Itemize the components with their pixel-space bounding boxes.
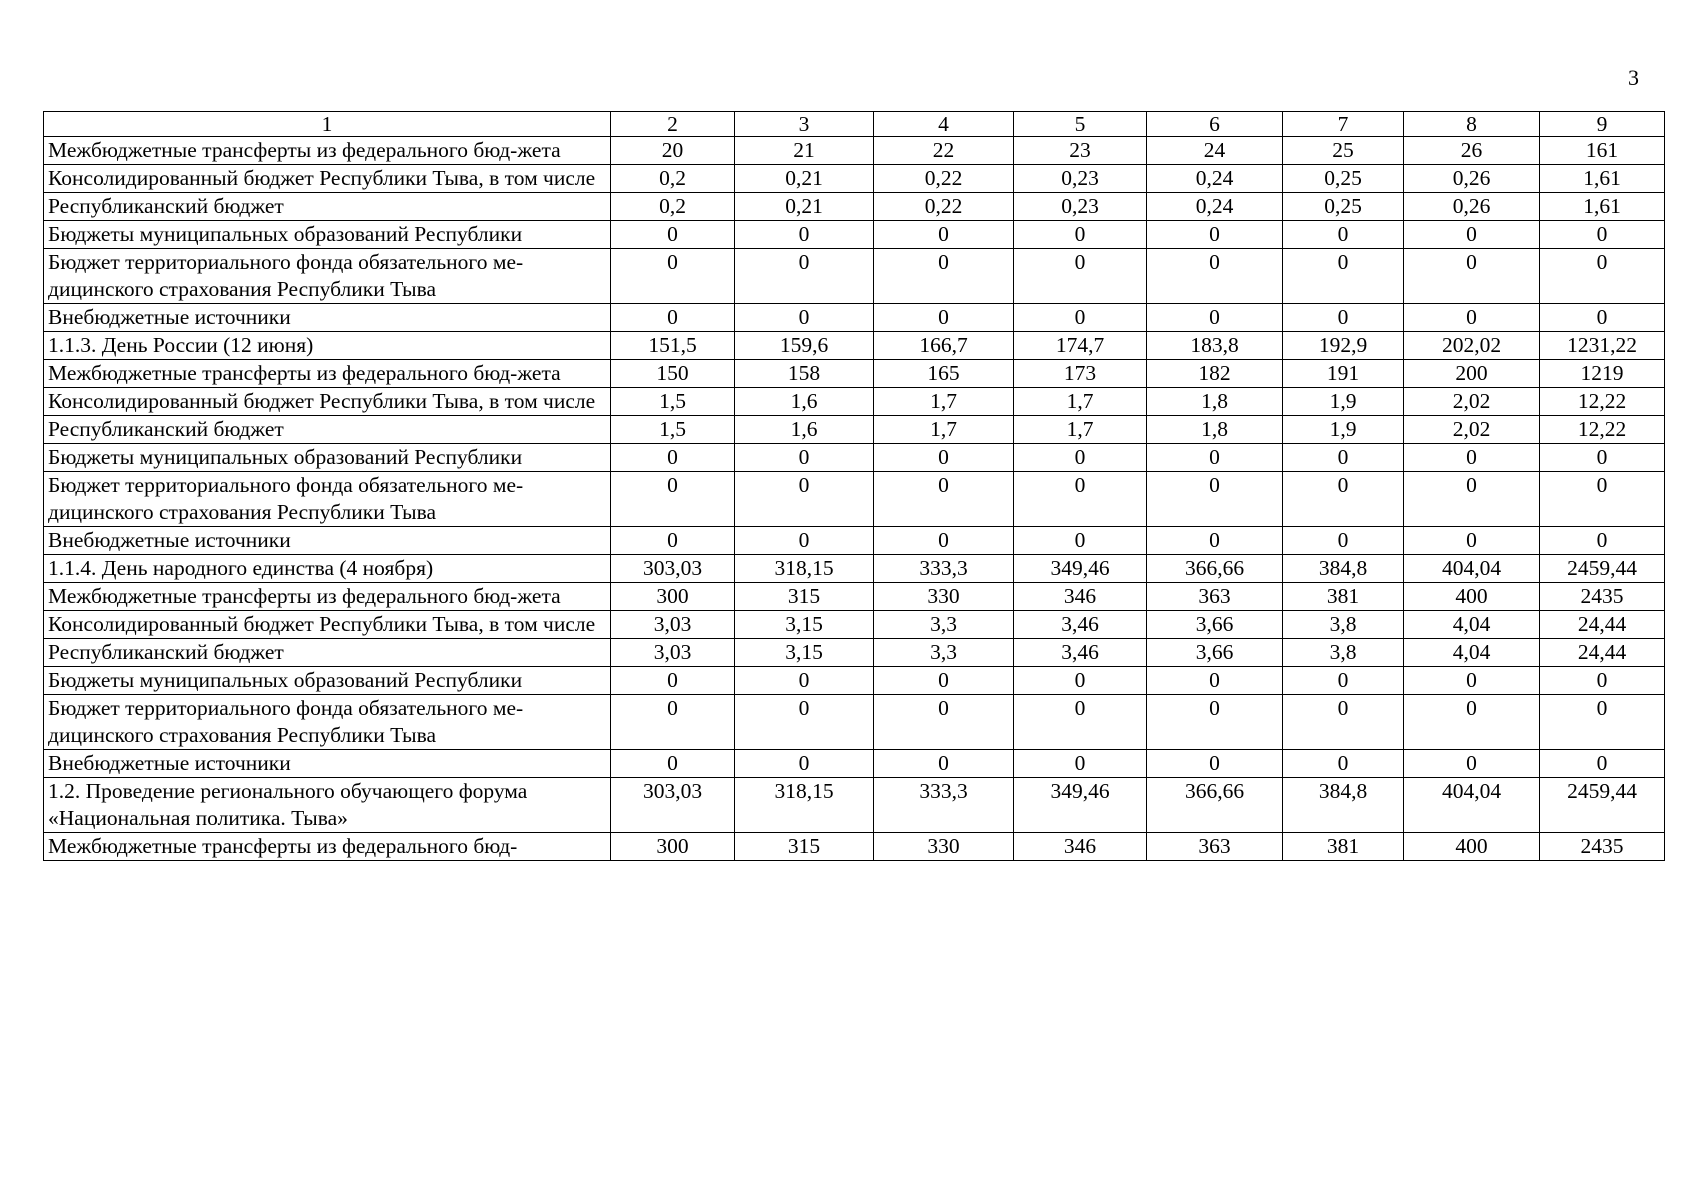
value-cell: 0	[1014, 304, 1147, 332]
row-label-cell: 1.2. Проведение регионального обучающего форума «Национальная политика. Тыва»	[44, 778, 611, 833]
row-label-cell: Внебюджетные источники	[44, 750, 611, 778]
value-cell: 192,9	[1283, 332, 1404, 360]
value-cell: 24	[1147, 137, 1283, 165]
value-cell: 0	[1014, 667, 1147, 695]
value-cell: 166,7	[874, 332, 1014, 360]
value-cell: 0,21	[735, 165, 874, 193]
value-cell: 0,26	[1404, 165, 1540, 193]
header-cell: 4	[874, 112, 1014, 137]
value-cell: 346	[1014, 833, 1147, 861]
row-label-cell: Бюджеты муниципальных образований Республики	[44, 444, 611, 472]
value-cell: 25	[1283, 137, 1404, 165]
value-cell: 202,02	[1404, 332, 1540, 360]
value-cell: 0	[1404, 444, 1540, 472]
value-cell: 303,03	[611, 778, 735, 833]
value-cell: 2,02	[1404, 388, 1540, 416]
value-cell: 2435	[1540, 833, 1665, 861]
value-cell: 0	[1147, 667, 1283, 695]
value-cell: 0	[1540, 527, 1665, 555]
value-cell: 0	[874, 221, 1014, 249]
row-label-cell: Бюджет территориального фонда обязательного ме-дицинского страхования Республики Тыва	[44, 249, 611, 304]
value-cell: 151,5	[611, 332, 735, 360]
value-cell: 0	[1540, 472, 1665, 527]
value-cell: 400	[1404, 833, 1540, 861]
value-cell: 0	[1540, 221, 1665, 249]
table-row	[44, 833, 1665, 861]
value-cell: 26	[1404, 137, 1540, 165]
value-cell: 1,61	[1540, 165, 1665, 193]
table-row	[44, 750, 1665, 778]
value-cell: 0	[1283, 695, 1404, 750]
value-cell: 404,04	[1404, 778, 1540, 833]
value-cell: 3,66	[1147, 611, 1283, 639]
table-row	[44, 527, 1665, 555]
value-cell: 0,24	[1147, 165, 1283, 193]
row-label-cell: 1.1.3. День России (12 июня)	[44, 332, 611, 360]
value-cell: 0	[611, 527, 735, 555]
value-cell: 3,03	[611, 611, 735, 639]
row-label-cell: Межбюджетные трансферты из федерального бюд-жета	[44, 360, 611, 388]
value-cell: 3,46	[1014, 611, 1147, 639]
value-cell: 0	[1404, 695, 1540, 750]
value-cell: 1,61	[1540, 193, 1665, 221]
value-cell: 0	[1014, 750, 1147, 778]
value-cell: 0	[1540, 444, 1665, 472]
value-cell: 1,6	[735, 388, 874, 416]
value-cell: 0,26	[1404, 193, 1540, 221]
value-cell: 2,02	[1404, 416, 1540, 444]
budget-table	[43, 111, 1665, 861]
value-cell: 24,44	[1540, 611, 1665, 639]
value-cell: 165	[874, 360, 1014, 388]
value-cell: 0	[1014, 472, 1147, 527]
value-cell: 22	[874, 137, 1014, 165]
header-cell: 6	[1147, 112, 1283, 137]
value-cell: 0	[1147, 695, 1283, 750]
table-row	[44, 472, 1665, 527]
value-cell: 0	[1540, 304, 1665, 332]
row-label-cell: Межбюджетные трансферты из федерального бюд-жета	[44, 583, 611, 611]
value-cell: 363	[1147, 583, 1283, 611]
value-cell: 0	[735, 304, 874, 332]
value-cell: 0	[1283, 472, 1404, 527]
value-cell: 0,21	[735, 193, 874, 221]
value-cell: 0	[611, 221, 735, 249]
value-cell: 0	[611, 695, 735, 750]
value-cell: 1,7	[1014, 388, 1147, 416]
value-cell: 173	[1014, 360, 1147, 388]
value-cell: 0	[735, 695, 874, 750]
table-row	[44, 332, 1665, 360]
value-cell: 0	[1283, 221, 1404, 249]
value-cell: 23	[1014, 137, 1147, 165]
value-cell: 300	[611, 833, 735, 861]
value-cell: 318,15	[735, 778, 874, 833]
value-cell: 1,9	[1283, 416, 1404, 444]
value-cell: 0	[1147, 304, 1283, 332]
value-cell: 0,2	[611, 165, 735, 193]
value-cell: 0	[1404, 249, 1540, 304]
value-cell: 0	[1404, 750, 1540, 778]
table-body	[44, 112, 1665, 861]
value-cell: 159,6	[735, 332, 874, 360]
value-cell: 0,25	[1283, 193, 1404, 221]
value-cell: 404,04	[1404, 555, 1540, 583]
value-cell: 3,8	[1283, 611, 1404, 639]
row-label-cell: Бюджеты муниципальных образований Республики	[44, 667, 611, 695]
value-cell: 0	[1540, 667, 1665, 695]
value-cell: 0	[1540, 249, 1665, 304]
table-row	[44, 193, 1665, 221]
value-cell: 0	[1147, 527, 1283, 555]
value-cell: 318,15	[735, 555, 874, 583]
value-cell: 3,15	[735, 611, 874, 639]
row-label-cell: Внебюджетные источники	[44, 304, 611, 332]
value-cell: 3,3	[874, 611, 1014, 639]
table-row	[44, 583, 1665, 611]
value-cell: 4,04	[1404, 611, 1540, 639]
value-cell: 3,15	[735, 639, 874, 667]
table-row	[44, 137, 1665, 165]
value-cell: 0	[1014, 695, 1147, 750]
value-cell: 150	[611, 360, 735, 388]
value-cell: 349,46	[1014, 778, 1147, 833]
row-label-cell: Межбюджетные трансферты из федерального бюд-	[44, 833, 611, 861]
value-cell: 182	[1147, 360, 1283, 388]
value-cell: 0	[1283, 750, 1404, 778]
table-row	[44, 304, 1665, 332]
value-cell: 381	[1283, 833, 1404, 861]
value-cell: 384,8	[1283, 778, 1404, 833]
table-row	[44, 388, 1665, 416]
table-row	[44, 555, 1665, 583]
value-cell: 0	[1014, 249, 1147, 304]
value-cell: 158	[735, 360, 874, 388]
value-cell: 0	[611, 750, 735, 778]
value-cell: 0	[1404, 304, 1540, 332]
value-cell: 0	[1147, 444, 1283, 472]
value-cell: 349,46	[1014, 555, 1147, 583]
value-cell: 303,03	[611, 555, 735, 583]
row-label-cell: Республиканский бюджет	[44, 193, 611, 221]
value-cell: 1,7	[874, 388, 1014, 416]
value-cell: 1,6	[735, 416, 874, 444]
value-cell: 161	[1540, 137, 1665, 165]
value-cell: 1,5	[611, 416, 735, 444]
value-cell: 0,22	[874, 193, 1014, 221]
table-row	[44, 360, 1665, 388]
value-cell: 0	[1283, 249, 1404, 304]
row-label-cell: Бюджет территориального фонда обязательного ме-дицинского страхования Республики Тыва	[44, 695, 611, 750]
value-cell: 0,2	[611, 193, 735, 221]
value-cell: 2435	[1540, 583, 1665, 611]
header-cell: 7	[1283, 112, 1404, 137]
value-cell: 1,8	[1147, 388, 1283, 416]
header-cell: 9	[1540, 112, 1665, 137]
value-cell: 191	[1283, 360, 1404, 388]
value-cell: 0	[874, 695, 1014, 750]
value-cell: 3,66	[1147, 639, 1283, 667]
value-cell: 1231,22	[1540, 332, 1665, 360]
row-label-cell: 1.1.4. День народного единства (4 ноября)	[44, 555, 611, 583]
header-cell: 5	[1014, 112, 1147, 137]
value-cell: 0,23	[1014, 193, 1147, 221]
value-cell: 0,24	[1147, 193, 1283, 221]
row-label-cell: Внебюджетные источники	[44, 527, 611, 555]
value-cell: 0	[1014, 221, 1147, 249]
value-cell: 0	[1014, 527, 1147, 555]
row-label-cell: Консолидированный бюджет Республики Тыва, в том числе	[44, 388, 611, 416]
value-cell: 0	[611, 249, 735, 304]
value-cell: 333,3	[874, 555, 1014, 583]
row-label-cell: Бюджет территориального фонда обязательного ме-дицинского страхования Республики Тыва	[44, 472, 611, 527]
table-row	[44, 695, 1665, 750]
value-cell: 0,22	[874, 165, 1014, 193]
value-cell: 0	[1147, 750, 1283, 778]
value-cell: 0	[735, 527, 874, 555]
row-label-cell: Бюджеты муниципальных образований Республики	[44, 221, 611, 249]
value-cell: 300	[611, 583, 735, 611]
value-cell: 0	[735, 221, 874, 249]
value-cell: 0	[611, 472, 735, 527]
value-cell: 0	[874, 527, 1014, 555]
table-row	[44, 249, 1665, 304]
value-cell: 0	[874, 304, 1014, 332]
value-cell: 346	[1014, 583, 1147, 611]
value-cell: 20	[611, 137, 735, 165]
header-cell: 1	[44, 112, 611, 137]
table-row	[44, 221, 1665, 249]
value-cell: 1,8	[1147, 416, 1283, 444]
value-cell: 0	[874, 667, 1014, 695]
row-label-cell: Консолидированный бюджет Республики Тыва, в том числе	[44, 165, 611, 193]
value-cell: 0	[735, 750, 874, 778]
value-cell: 315	[735, 583, 874, 611]
value-cell: 0,25	[1283, 165, 1404, 193]
value-cell: 0	[735, 249, 874, 304]
table-row	[44, 416, 1665, 444]
value-cell: 12,22	[1540, 388, 1665, 416]
row-label-cell: Республиканский бюджет	[44, 416, 611, 444]
value-cell: 1,7	[1014, 416, 1147, 444]
value-cell: 363	[1147, 833, 1283, 861]
value-cell: 21	[735, 137, 874, 165]
value-cell: 4,04	[1404, 639, 1540, 667]
value-cell: 381	[1283, 583, 1404, 611]
table-row	[44, 639, 1665, 667]
value-cell: 400	[1404, 583, 1540, 611]
table-row	[44, 667, 1665, 695]
value-cell: 0	[611, 444, 735, 472]
row-label-cell: Межбюджетные трансферты из федерального бюд-жета	[44, 137, 611, 165]
value-cell: 0	[1147, 472, 1283, 527]
value-cell: 0	[1404, 221, 1540, 249]
value-cell: 0	[1147, 249, 1283, 304]
table-row	[44, 444, 1665, 472]
value-cell: 315	[735, 833, 874, 861]
header-cell: 3	[735, 112, 874, 137]
value-cell: 330	[874, 583, 1014, 611]
value-cell: 1,9	[1283, 388, 1404, 416]
value-cell: 1,5	[611, 388, 735, 416]
value-cell: 366,66	[1147, 778, 1283, 833]
value-cell: 333,3	[874, 778, 1014, 833]
table-row	[44, 778, 1665, 833]
value-cell: 0	[1147, 221, 1283, 249]
value-cell: 12,22	[1540, 416, 1665, 444]
header-row	[44, 112, 1665, 137]
value-cell: 0	[1404, 472, 1540, 527]
value-cell: 0	[1283, 444, 1404, 472]
header-cell: 2	[611, 112, 735, 137]
value-cell: 1219	[1540, 360, 1665, 388]
row-label-cell: Республиканский бюджет	[44, 639, 611, 667]
header-cell: 8	[1404, 112, 1540, 137]
value-cell: 2459,44	[1540, 778, 1665, 833]
value-cell: 0	[874, 444, 1014, 472]
value-cell: 3,8	[1283, 639, 1404, 667]
value-cell: 174,7	[1014, 332, 1147, 360]
value-cell: 0	[1540, 750, 1665, 778]
value-cell: 0	[1283, 304, 1404, 332]
value-cell: 3,03	[611, 639, 735, 667]
value-cell: 0,23	[1014, 165, 1147, 193]
value-cell: 2459,44	[1540, 555, 1665, 583]
value-cell: 0	[1404, 527, 1540, 555]
value-cell: 0	[874, 249, 1014, 304]
value-cell: 0	[735, 444, 874, 472]
value-cell: 183,8	[1147, 332, 1283, 360]
value-cell: 3,46	[1014, 639, 1147, 667]
value-cell: 0	[735, 667, 874, 695]
value-cell: 200	[1404, 360, 1540, 388]
value-cell: 0	[1283, 527, 1404, 555]
table-row	[44, 611, 1665, 639]
value-cell: 0	[611, 304, 735, 332]
value-cell: 0	[1404, 667, 1540, 695]
page-number: 3	[1628, 65, 1639, 90]
value-cell: 0	[1014, 444, 1147, 472]
value-cell: 0	[874, 472, 1014, 527]
value-cell: 384,8	[1283, 555, 1404, 583]
table-row	[44, 165, 1665, 193]
value-cell: 330	[874, 833, 1014, 861]
row-label-cell: Консолидированный бюджет Республики Тыва, в том числе	[44, 611, 611, 639]
value-cell: 0	[874, 750, 1014, 778]
value-cell: 0	[1540, 695, 1665, 750]
value-cell: 0	[1283, 667, 1404, 695]
value-cell: 0	[611, 667, 735, 695]
value-cell: 0	[735, 472, 874, 527]
value-cell: 24,44	[1540, 639, 1665, 667]
value-cell: 3,3	[874, 639, 1014, 667]
value-cell: 366,66	[1147, 555, 1283, 583]
value-cell: 1,7	[874, 416, 1014, 444]
